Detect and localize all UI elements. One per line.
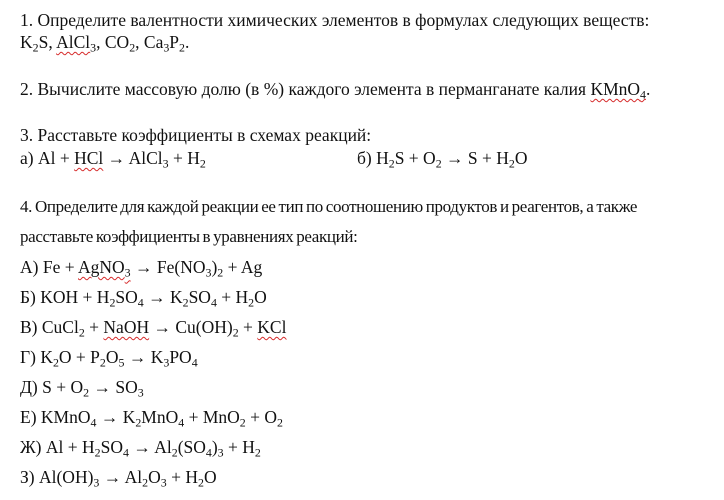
- subscript: 2: [179, 40, 185, 55]
- formula-text: + MnO: [184, 407, 240, 427]
- reaction-label: А): [20, 257, 43, 277]
- chemical-formula: [104, 32, 136, 55]
- reaction-label: Б): [20, 287, 41, 307]
- formula-text: KOH + H: [40, 287, 110, 307]
- formula-text: Al(OH): [38, 467, 94, 487]
- subscript: 2: [239, 415, 246, 430]
- subscript: 2: [435, 156, 442, 171]
- subscript: 2: [217, 265, 224, 280]
- subscript: 4: [137, 295, 144, 310]
- subscript: 2: [32, 40, 39, 55]
- chemical-formula: [20, 32, 49, 55]
- subscript: 2: [199, 156, 206, 171]
- task-4-reaction: [20, 346, 198, 368]
- formula-text: → K: [124, 347, 164, 367]
- formula-text: (SO: [177, 437, 206, 457]
- formula-text: NaOH: [103, 317, 150, 337]
- chemical-formula: [143, 32, 185, 55]
- task-4-text-2: расставьте коэффициенты в уравнениях реакций:: [20, 227, 358, 246]
- formula-text: → K: [96, 407, 136, 427]
- formula-text: S: [38, 32, 49, 52]
- formula-text: + Ag: [223, 257, 263, 277]
- formula-text: HCl: [74, 148, 104, 168]
- reaction-equation: [42, 377, 144, 400]
- formula-text: PO: [169, 347, 192, 367]
- subscript: 2: [83, 385, 90, 400]
- reaction-label: Д): [20, 377, 43, 397]
- reaction-label: Г): [20, 347, 41, 367]
- subscript: 3: [217, 445, 224, 460]
- reaction-label: а): [20, 148, 38, 168]
- formula-text: → K: [143, 287, 183, 307]
- reaction-label: Ж): [20, 437, 46, 457]
- formula-text: → Al: [99, 467, 143, 487]
- reaction-equation: [41, 317, 287, 340]
- reaction-equation: [40, 347, 198, 370]
- formula-text: CO: [104, 32, 130, 52]
- subscript: 2: [109, 295, 116, 310]
- formula-text: ): [211, 257, 218, 277]
- subscript: 2: [135, 415, 142, 430]
- formula-text: → Al: [128, 437, 172, 457]
- formula-text: KMnO: [40, 407, 91, 427]
- reaction-equation: [40, 407, 283, 430]
- formula-text: KCl: [257, 317, 287, 337]
- subscript: 4: [122, 445, 129, 460]
- separator: .: [184, 32, 190, 52]
- task-3-text: 3. Расставьте коэффициенты в схемах реакций:: [20, 125, 372, 145]
- reaction-label: Е): [20, 407, 41, 427]
- task-4-question-line-2: [20, 226, 358, 248]
- chemical-formula: [56, 32, 97, 55]
- subscript: 3: [163, 355, 170, 370]
- subscript: 2: [232, 325, 239, 340]
- subscript: 3: [124, 265, 131, 280]
- reaction-equation: [42, 257, 263, 280]
- formula-text: + H: [168, 148, 200, 168]
- formula-text: O: [148, 467, 161, 487]
- subscript: 2: [99, 355, 106, 370]
- task-4-reaction: [20, 286, 267, 308]
- reaction-equation: [376, 148, 528, 171]
- task-1-text: 1. Определите валентности химических элементов в формулах следующих веществ:: [20, 10, 650, 30]
- subscript: 2: [171, 445, 178, 460]
- formula-text: S + O: [42, 377, 84, 397]
- formula-text: AgNO: [78, 257, 125, 277]
- task-4-reaction: [20, 316, 286, 338]
- formula-text: K: [40, 347, 53, 367]
- subscript: 3: [137, 385, 144, 400]
- formula-text: O: [105, 347, 119, 367]
- subscript: 2: [78, 325, 85, 340]
- separator: ,: [96, 32, 105, 52]
- separator: ,: [48, 32, 57, 52]
- formula-text: SO: [188, 287, 211, 307]
- subscript: 2: [182, 295, 189, 310]
- kmno4-formula: KMnO$_4$: [590, 79, 646, 102]
- formula-text: + H: [216, 287, 249, 307]
- subscript: 3: [205, 265, 212, 280]
- task-1-question: [20, 9, 649, 31]
- subscript: 4: [210, 295, 217, 310]
- formula-text: Fe +: [42, 257, 78, 277]
- reaction-equation: [37, 148, 206, 171]
- subscript: 2: [142, 475, 149, 490]
- formula-text: CuCl: [41, 317, 79, 337]
- formula-text: AlCl: [56, 32, 91, 52]
- formula-text: O: [514, 148, 528, 168]
- subscript: 2: [508, 156, 515, 171]
- subscript: 2: [388, 156, 395, 171]
- separator: ,: [135, 32, 144, 52]
- formula-text: → SO: [89, 377, 138, 397]
- subscript: 2: [94, 445, 101, 460]
- formula-text: → S + H: [441, 148, 509, 168]
- formula-text: Al + H: [45, 437, 95, 457]
- task-2-text: 2. Вычислите массовую долю (в %) каждого элемента в перманганате калия: [20, 79, 591, 99]
- subscript: 3: [162, 156, 169, 171]
- subscript: 2: [52, 355, 59, 370]
- reaction-label: б): [357, 148, 377, 168]
- task-1-formulas: [20, 31, 189, 53]
- subscript: 3: [163, 40, 170, 55]
- subscript: 3: [93, 475, 100, 490]
- reaction-equation: [45, 437, 261, 460]
- formula-text: SO: [115, 287, 138, 307]
- formula-text: O: [254, 287, 267, 307]
- formula-text: → Cu(OH): [149, 317, 233, 337]
- formula-text: P: [169, 32, 180, 52]
- formula-text: H: [376, 148, 389, 168]
- task-2-question: 2. Вычислите массовую долю (в %) каждого элемента в перманганате калия KMnO$_4$.: [20, 79, 651, 102]
- subscript: 2: [129, 40, 136, 55]
- formula-text: + O: [245, 407, 277, 427]
- subscript: 2: [248, 295, 255, 310]
- formula-text: → Fe(NO: [130, 257, 206, 277]
- task-4-question-line-1: [20, 196, 637, 218]
- formula-text: Al +: [37, 148, 75, 168]
- subscript: 2: [197, 475, 204, 490]
- subscript: 4: [90, 415, 97, 430]
- subscript: 3: [160, 475, 167, 490]
- task-4-reaction: [20, 256, 262, 278]
- formula-text: + H: [223, 437, 255, 457]
- formula-text: → AlCl: [103, 148, 163, 168]
- subscript: 5: [118, 355, 125, 370]
- reaction-equation: [38, 467, 217, 490]
- formula-text: O + P: [58, 347, 100, 367]
- formula-text: O: [203, 467, 217, 487]
- subscript: 2: [254, 445, 261, 460]
- formula-text: +: [238, 317, 258, 337]
- reaction-label: З): [20, 467, 39, 487]
- formula-text: Ca: [143, 32, 164, 52]
- formula-text: MnO: [141, 407, 179, 427]
- formula-text: + H: [166, 467, 198, 487]
- task-4-reaction: [20, 466, 217, 488]
- reaction-equation: [40, 287, 267, 310]
- formula-text: SO: [100, 437, 123, 457]
- subscript: 2: [277, 415, 283, 430]
- reaction-label: В): [20, 317, 42, 337]
- task-4-text-1: 4. Определите для каждой реакции ее тип по соотношению продуктов и реагентов, а также: [20, 197, 638, 216]
- subscript: 4: [191, 355, 198, 370]
- task-3-reaction-b: [357, 147, 528, 169]
- subscript: 4: [178, 415, 185, 430]
- subscript: 4: [205, 445, 212, 460]
- formula-text: +: [84, 317, 104, 337]
- task-3-question: [20, 124, 371, 146]
- formula-text: ): [211, 437, 218, 457]
- subscript: 3: [90, 40, 97, 55]
- formula-text: K: [20, 32, 33, 52]
- formula-text: S + O: [394, 148, 436, 168]
- task-4-reaction: [20, 376, 144, 398]
- task-3-reaction-a: [20, 147, 206, 169]
- task-4-reaction: [20, 436, 261, 458]
- task-4-reaction: [20, 406, 283, 428]
